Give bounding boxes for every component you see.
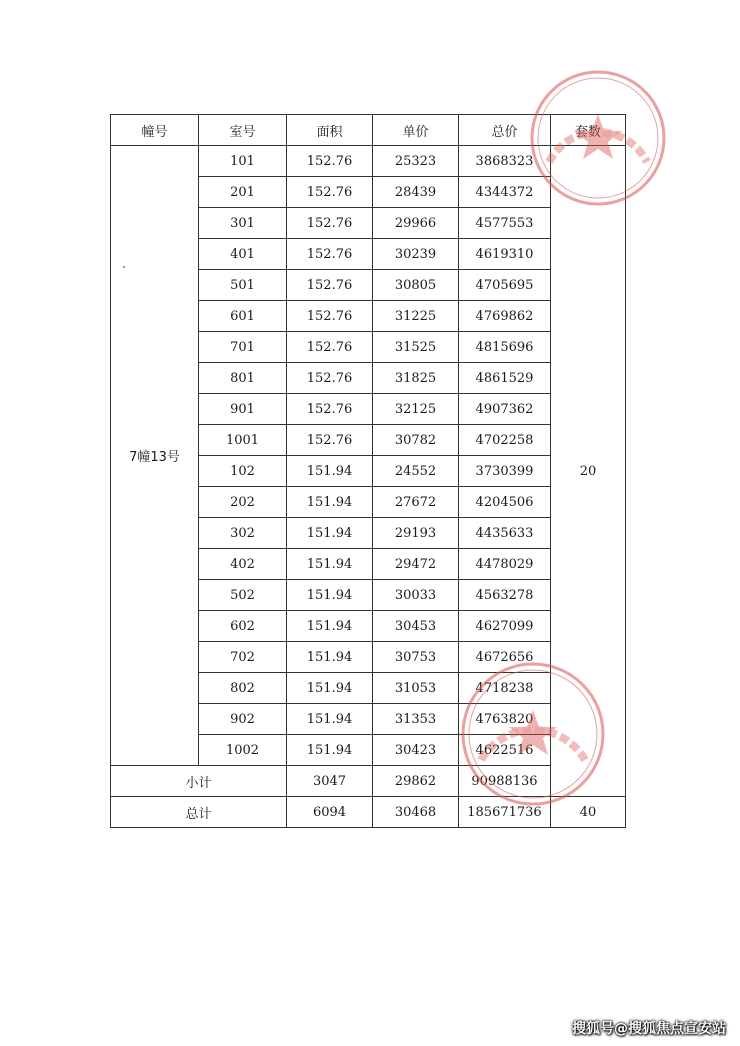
total-price-cell: 3730399 (459, 456, 551, 487)
area-cell: 152.76 (287, 146, 373, 177)
header-area: 面积 (287, 115, 373, 146)
area-cell: 152.76 (287, 239, 373, 270)
subtotal-unit-price: 29862 (373, 766, 459, 797)
room-cell: 201 (199, 177, 287, 208)
area-cell: 152.76 (287, 425, 373, 456)
room-cell: 502 (199, 580, 287, 611)
total-price-cell: 4705695 (459, 270, 551, 301)
room-cell: 902 (199, 704, 287, 735)
room-cell: 901 (199, 394, 287, 425)
area-cell: 152.76 (287, 363, 373, 394)
unit-price-cell: 27672 (373, 487, 459, 518)
subtotal-label: 小计 (111, 766, 287, 797)
total-price-cell: 4435633 (459, 518, 551, 549)
unit-price-cell: 29193 (373, 518, 459, 549)
total-price-cell: 4627099 (459, 611, 551, 642)
area-cell: 151.94 (287, 735, 373, 766)
header-total-price: 总价 (459, 115, 551, 146)
total-price-cell: 4702258 (459, 425, 551, 456)
area-cell: 152.76 (287, 177, 373, 208)
sets-cell: 20 (551, 146, 626, 797)
area-cell: 151.94 (287, 580, 373, 611)
total-price-cell: 4344372 (459, 177, 551, 208)
subtotal-total-price: 90988136 (459, 766, 551, 797)
grand-total-total-price: 185671736 (459, 797, 551, 828)
room-cell: 602 (199, 611, 287, 642)
room-cell: 302 (199, 518, 287, 549)
room-cell: 101 (199, 146, 287, 177)
subtotal-row (111, 766, 626, 797)
unit-price-cell: 24552 (373, 456, 459, 487)
area-cell: 151.94 (287, 611, 373, 642)
price-table (110, 114, 626, 828)
unit-price-cell: 31353 (373, 704, 459, 735)
total-price-cell: 4577553 (459, 208, 551, 239)
unit-price-cell: 31525 (373, 332, 459, 363)
total-price-cell: 4763820 (459, 704, 551, 735)
area-cell: 151.94 (287, 518, 373, 549)
room-cell: 801 (199, 363, 287, 394)
area-cell: 152.76 (287, 301, 373, 332)
header-unit-price: 单价 (373, 115, 459, 146)
unit-price-cell: 31225 (373, 301, 459, 332)
room-cell: 102 (199, 456, 287, 487)
area-cell: 151.94 (287, 549, 373, 580)
total-price-cell: 4622516 (459, 735, 551, 766)
total-price-cell: 4718238 (459, 673, 551, 704)
total-price-cell: 4672656 (459, 642, 551, 673)
subtotal-area: 3047 (287, 766, 373, 797)
unit-price-cell: 29966 (373, 208, 459, 239)
area-cell: 151.94 (287, 487, 373, 518)
unit-price-cell: 29472 (373, 549, 459, 580)
grand-total-sets: 40 (551, 797, 626, 828)
unit-price-cell: 31825 (373, 363, 459, 394)
room-cell: 701 (199, 332, 287, 363)
room-cell: 1002 (199, 735, 287, 766)
room-cell: 402 (199, 549, 287, 580)
grand-total-unit-price: 30468 (373, 797, 459, 828)
total-price-cell: 3868323 (459, 146, 551, 177)
room-cell: 1001 (199, 425, 287, 456)
header-room: 室号 (199, 115, 287, 146)
total-price-cell: 4619310 (459, 239, 551, 270)
unit-price-cell: 30423 (373, 735, 459, 766)
total-price-cell: 4478029 (459, 549, 551, 580)
unit-price-cell: 30753 (373, 642, 459, 673)
room-cell: 702 (199, 642, 287, 673)
unit-price-cell: 30782 (373, 425, 459, 456)
unit-price-cell: 30805 (373, 270, 459, 301)
area-cell: 152.76 (287, 332, 373, 363)
room-cell: 601 (199, 301, 287, 332)
total-price-cell: 4815696 (459, 332, 551, 363)
unit-price-cell: 32125 (373, 394, 459, 425)
unit-price-cell: 30453 (373, 611, 459, 642)
building-cell: 7幢13号 (111, 146, 199, 766)
source-watermark: 搜狐号@搜狐焦点宣安站 (572, 1021, 726, 1037)
room-cell: 202 (199, 487, 287, 518)
total-price-cell: 4907362 (459, 394, 551, 425)
total-price-cell: 4769862 (459, 301, 551, 332)
total-price-cell: 4563278 (459, 580, 551, 611)
header-sets: 套数 (551, 115, 626, 146)
table-body (111, 146, 626, 828)
total-price-cell: 4861529 (459, 363, 551, 394)
grand-total-area: 6094 (287, 797, 373, 828)
area-cell: 151.94 (287, 642, 373, 673)
area-cell: 151.94 (287, 704, 373, 735)
unit-price-cell: 28439 (373, 177, 459, 208)
area-cell: 152.76 (287, 394, 373, 425)
header-building: 幢号 (111, 115, 199, 146)
total-price-cell: 4204506 (459, 487, 551, 518)
room-cell: 501 (199, 270, 287, 301)
area-cell: 152.76 (287, 208, 373, 239)
grand-total-label: 总计 (111, 797, 287, 828)
area-cell: 152.76 (287, 270, 373, 301)
room-cell: 401 (199, 239, 287, 270)
table-row (111, 146, 626, 177)
unit-price-cell: 31053 (373, 673, 459, 704)
unit-price-cell: 25323 (373, 146, 459, 177)
unit-price-cell: 30239 (373, 239, 459, 270)
area-cell: 151.94 (287, 673, 373, 704)
room-cell: 301 (199, 208, 287, 239)
unit-price-cell: 30033 (373, 580, 459, 611)
header-row (111, 115, 626, 146)
area-cell: 151.94 (287, 456, 373, 487)
room-cell: 802 (199, 673, 287, 704)
grand-total-row (111, 797, 626, 828)
